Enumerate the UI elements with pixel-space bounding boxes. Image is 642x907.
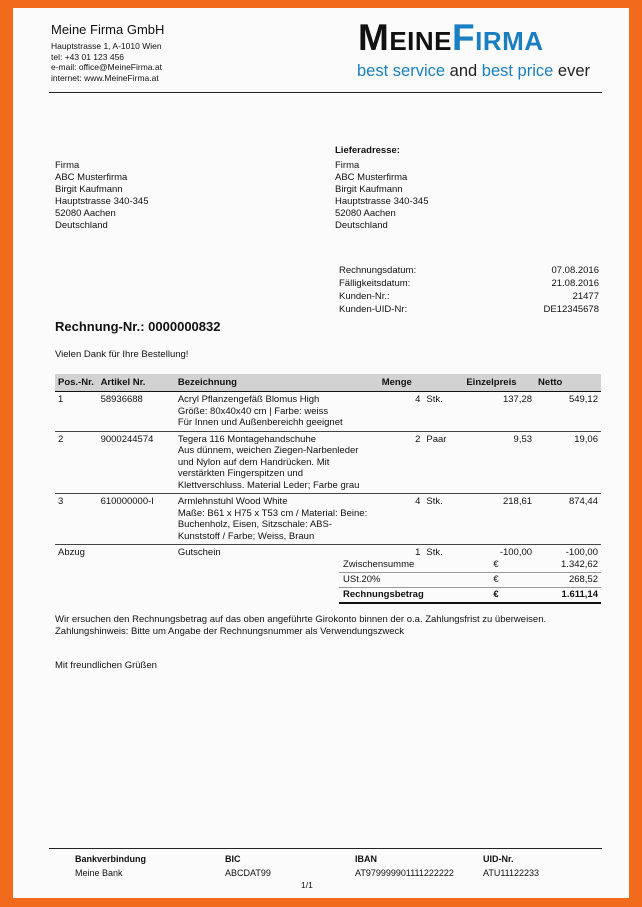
meta-label: Rechnungsdatum: <box>339 265 417 276</box>
recipient-line: Deutschland <box>55 220 108 231</box>
total-value: 268,52 <box>568 574 598 585</box>
sender-line: tel: +43 01 123 456 <box>51 51 125 62</box>
header-quantity: Menge <box>379 374 424 392</box>
bank-details <box>55 854 601 880</box>
meta-value: 07.08.2016 <box>551 265 599 276</box>
cell-article: 9000244574 <box>98 431 175 494</box>
closing-greeting: Mit freundlichen Grüßen <box>55 660 157 671</box>
recipient-line: Birgit Kaufmann <box>55 184 123 195</box>
total-currency: € <box>493 574 499 585</box>
tagline-part: best service <box>357 62 446 80</box>
total-value: 1.342,62 <box>561 559 598 570</box>
total-label: Rechnungsbetrag <box>343 589 424 600</box>
items-table <box>55 374 601 561</box>
delivery-line: Birgit Kaufmann <box>335 184 403 195</box>
cell-article: 610000000-I <box>98 494 175 545</box>
header-unit <box>423 374 463 392</box>
tagline-part: best price <box>481 62 554 80</box>
total-label: Zwischensumme <box>343 559 415 570</box>
tagline-part: and <box>449 62 478 80</box>
header-unit-price: Einzelpreis <box>463 374 535 392</box>
sender-name: Meine Firma GmbH <box>51 22 165 37</box>
header-net: Netto <box>535 374 601 392</box>
cell-quantity: 4 <box>379 494 424 545</box>
cell-article: 58936688 <box>98 392 175 432</box>
bank-header-row <box>55 854 601 866</box>
cell-pos: 3 <box>55 494 98 545</box>
meta-row <box>339 264 599 277</box>
cell-unit: Stk. <box>426 547 443 558</box>
meta-label: Kunden-Nr.: <box>339 291 390 302</box>
meta-value: 21477 <box>572 291 599 302</box>
bank-value: AT979999901111222222 <box>355 868 454 878</box>
recipient-line: 52080 Aachen <box>55 208 116 219</box>
subtotal-row <box>339 558 601 573</box>
description-line: Größe: 80x40x40 cm | Farbe: weiss <box>177 405 329 417</box>
cell-unit-price: 218,61 <box>463 494 535 545</box>
meta-label: Kunden-UID-Nr: <box>339 304 408 315</box>
thanks-text: Vielen Dank für Ihre Bestellung! <box>55 349 189 360</box>
meta-row <box>339 290 599 303</box>
bank-value: Meine Bank <box>75 868 123 878</box>
cell-unit-price: -100,00 <box>499 547 533 558</box>
table-row <box>55 392 601 432</box>
invoice-title: Rechnung-Nr.: 0000000832 <box>55 319 221 334</box>
bank-value: ABCDAT99 <box>225 868 271 878</box>
cell-pos: 2 <box>55 431 98 494</box>
sender-line: internet: www.MeineFirma.at <box>51 72 159 83</box>
cell-pos: 1 <box>55 392 98 432</box>
description-line: Für Innen und Außenbereichh geeignet <box>177 417 343 428</box>
delivery-line: Hauptstrasse 340-345 <box>335 196 429 207</box>
description-line: verstärkten Fingerspitzen und <box>177 468 303 479</box>
description-line: und Nylon auf dem Handrücken. Mit <box>177 456 330 468</box>
recipient-line: Firma <box>55 160 80 171</box>
cell-net: 549,12 <box>535 392 601 432</box>
cell-description <box>175 494 379 545</box>
delivery-line: ABC Musterfirma <box>335 172 408 183</box>
notice-line: Wir ersuchen den Rechnungsbetrag auf das oben angeführte Girokonto binnen der o.a. Zahlungsfrist zu überweisen. <box>55 614 547 625</box>
meta-label: Fälligkeitsdatum: <box>339 278 411 289</box>
description-line: Acryl Pflanzengefäß Blomus High <box>177 394 320 405</box>
cell-description <box>175 431 379 494</box>
cell-unit-price: 9,53 <box>463 431 535 494</box>
table-row <box>55 494 601 545</box>
sender-address <box>51 41 162 83</box>
cell-pos: Abzug <box>58 547 85 558</box>
cell-net: 19,06 <box>535 431 601 494</box>
bank-header: UID-Nr. <box>483 854 514 864</box>
tagline-part: ever <box>557 62 591 80</box>
bank-value-row <box>55 868 601 880</box>
sender-line: e-mail: office@MeineFirma.at <box>51 62 162 72</box>
delivery-address <box>335 160 428 232</box>
header-pos: Pos.-Nr. <box>55 374 98 392</box>
invoice-total-row <box>339 588 601 604</box>
description-line: Armlehnstuhl Wood White <box>177 496 288 507</box>
vat-row <box>339 573 601 588</box>
totals-block <box>339 558 601 604</box>
notice-line: Zahlungshinweis: Bitte um Angabe der Rechnungsnummer als Verwendungszweck <box>55 626 405 637</box>
recipient-address <box>55 160 148 232</box>
meta-value: 21.08.2016 <box>551 278 599 289</box>
bank-header: BIC <box>225 854 241 864</box>
description-line: Kunststoff / Farbe; Weiss, Braun <box>177 530 315 542</box>
logo-part-1: Meine <box>358 17 453 58</box>
delivery-line: 52080 Aachen <box>335 208 396 219</box>
meta-value: DE12345678 <box>543 304 599 315</box>
logo-tagline <box>357 62 590 81</box>
cell-unit: Stk. <box>423 494 463 545</box>
payment-notice <box>55 614 546 638</box>
invoice-meta <box>339 264 599 316</box>
description-line: Maße: B61 x H75 x T53 cm / Material: Beine: <box>177 507 368 519</box>
total-value: 1.611,14 <box>561 589 598 600</box>
delivery-line: Firma <box>335 160 360 171</box>
logo-part-2: Firma <box>452 17 544 58</box>
cell-unit-price: 137,28 <box>463 392 535 432</box>
cell-quantity: 1 <box>415 547 421 558</box>
total-currency: € <box>493 589 499 600</box>
description-line: Klettverschluss. Material Leder; Farbe grau <box>177 479 360 491</box>
description-line: Gutschein <box>177 547 221 558</box>
cell-description <box>175 392 379 432</box>
cell-article <box>98 545 175 561</box>
meta-row <box>339 277 599 290</box>
footer-divider <box>49 848 602 849</box>
description-line: Tegera 116 Montagehandschuhe <box>177 433 317 445</box>
header-description: Bezeichnung <box>175 374 379 392</box>
header-article: Artikel Nr. <box>98 374 175 392</box>
table-header-row <box>55 374 601 392</box>
header-divider <box>49 92 602 93</box>
page-number: 1/1 <box>301 880 313 890</box>
bank-value: ATU11122233 <box>483 868 540 878</box>
cell-unit: Stk. <box>423 392 463 432</box>
invoice-page <box>13 8 629 898</box>
cell-quantity: 4 <box>379 392 424 432</box>
delivery-title: Lieferadresse: <box>335 145 400 156</box>
sender-line: Hauptstrasse 1, A-1010 Wien <box>51 41 162 51</box>
recipient-line: Hauptstrasse 340-345 <box>55 196 149 207</box>
description-line: Aus dünnem, weichen Ziegen-Narbenleder <box>177 445 359 456</box>
total-label: USt.20% <box>343 574 381 585</box>
recipient-line: ABC Musterfirma <box>55 172 128 183</box>
company-logo <box>358 18 544 58</box>
bank-header: Bankverbindung <box>75 854 147 864</box>
delivery-line: Deutschland <box>335 220 388 231</box>
cell-quantity: 2 <box>379 431 424 494</box>
table-row <box>55 431 601 494</box>
total-currency: € <box>493 559 499 570</box>
cell-net: -100,00 <box>565 547 598 558</box>
bank-header: IBAN <box>355 854 377 864</box>
description-line: Buchenholz, Eisen, Sitzschale: ABS- <box>177 519 333 530</box>
meta-row <box>339 303 599 316</box>
cell-unit: Paar <box>423 431 463 494</box>
cell-net: 874,44 <box>535 494 601 545</box>
